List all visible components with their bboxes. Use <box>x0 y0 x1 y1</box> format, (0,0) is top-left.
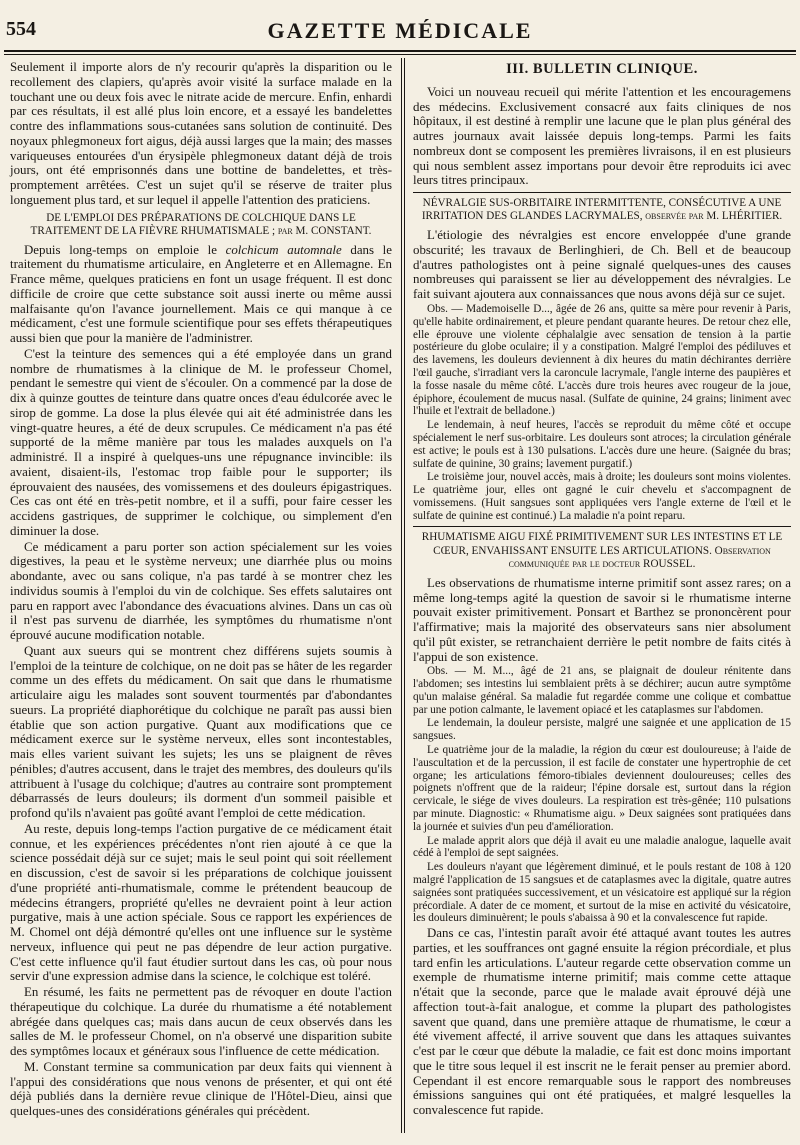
case-title: NÉVRALGIE SUS-ORBITAIRE INTERMITTENTE, CONSÉCUTIVE A UNE IRRITATION DES GLANDES LACRYMALES, observée par M. LHÉRITIER. <box>421 197 783 223</box>
observation: Le troisième jour, nouvel accès, mais à droite; les douleurs sont moins violentes. Le quatrième jour, elles ont gagné le cuir chevelu et s'accompagnent de vomissemens. (Huit sangsues sont appliquées vers l'angle externe de l'œil et le sulfate de quinine est continué.) La maladie n'a point reparu. <box>413 471 791 522</box>
paragraph: M. Constant termine sa communication par deux faits qui viennent à l'appui des considérations que nous venons de présenter, et qui ont été déjà publiés dans la dernière revue clinique de l'Hôtel-Dieu, ainsi que quelques-unes des considérations générales qui précèdent. <box>10 1059 392 1119</box>
left-column <box>10 60 392 1120</box>
paragraph: En résumé, les faits ne permettent pas de révoquer en doute l'action thérapeutique du colchique. La durée du rhumatisme a été notablement abrégée dans quelques cas; mais dans aucun de ceux observés dans les salles de M. le professeur Chomel, on n'a observé une disparition subite des symptômes locaux et généraux sous l'influence de cette médication. <box>10 985 392 1059</box>
divider <box>413 526 791 527</box>
observation: Le lendemain, à neuf heures, l'accès se reproduit du même côté et occupe spécialement le nerf sus-orbitaire. Les douleurs sont atroces; la circulation générale est active; le pouls est à 130 pulsations. L'accès dure une heure. (Saignée du bras; sulfate de quinine, 30 grains; lavement purgatif.) <box>413 419 791 470</box>
observation: Le malade apprit alors que déjà il avait eu une maladie analogue, laquelle avait cédé à l'emploi de sept saignées. <box>413 834 791 860</box>
paragraph <box>10 243 392 346</box>
header-rule <box>4 50 796 52</box>
case-title: RHUMATISME AIGU FIXÉ PRIMITIVEMENT SUR LES INTESTINS ET LE CŒUR, ENVAHISSANT ENSUITE LES ARTICULATIONS. Observation communiquée par le docteur ROUSSEL. <box>421 531 783 570</box>
bulletin-title: III. BULLETIN CLINIQUE. <box>506 61 698 77</box>
header-rule-thin <box>4 54 796 55</box>
observation: Les douleurs n'ayant que légèrement diminué, et le pouls restant de 108 à 120 malgré l'application de 15 sangsues et de cataplasmes avec la digitale, quatre autres saignées sont pratiquées successivement, et un vésicatoire est appliqué sur la région précordiale. A dater de ce moment, et surtout de la mise en activité du vésicatoire, les douleurs diminuèrent; le pouls s'abaissa à 90 et la convalescence fut rapide. <box>413 861 791 925</box>
text-run: dans le traitement du rhumatisme articulaire, en Angleterre et en Allemagne. En France même, quelques praticiens en font un usage fréquent. Il est donc difficile de croire que cette substance soit aussi inerte ou même aussi malfaisante qu'on l'avance journellement. Mais ce qui manque à ce médicament, c'est une formule scientifique pour ses effets thérapeutiques aussi bien que pour la manière de l'administrer. <box>10 242 392 346</box>
section-title: DE L'EMPLOI DES PRÉPARATIONS DE COLCHIQUE DANS LE TRAITEMENT DE LA FIÈVRE RHUMATISMALE ; par M. CONSTANT. <box>30 211 372 237</box>
paragraph: L'étiologie des névralgies est encore enveloppée d'une grande obscurité; les travaux de Berlinghieri, de Ch. Bell et de beaucoup d'autres pathologistes ont à peine signalé quelques-unes des causes nombreuses qui paraissent se lier au développement des névralgies. Le fait suivant ajoutera aux connaissances que nous avons déjà sur ce sujet. <box>413 228 791 302</box>
paragraph: C'est la teinture des semences qui a été employée dans un grand nombre de rhumatismes à la clinique de M. le professeur Chomel, pendant le semestre qui vient de s'écouler. On a commencé par la dose de dix à quinze gouttes de teinture dans quatre onces d'eau édulcorée avec le sirop de gomme. La dose la plus élevée qui ait été administrée dans les vingt-quatre heures, a été de deux scrupules. Ce médicament n'a pas été supporté de la même manière par tous les malades auxquels on l'a administré. Il a inspiré à quelques-uns une répugnance invincible: ils avaient, disaient-ils, l'estomac trop faible pour le supporter; ils éprouvaient des nausées, des vomissemens et des douleurs épigastriques. Ces cas ont été en très-petit nombre, et il a suffi, pour faire cesser les accidens gastriques, de supprimer le colchique, ou simplement d'en diminuer la dose. <box>10 346 392 538</box>
paragraph: Au reste, depuis long-temps l'action purgative de ce médicament était connue, et les expériences précédentes n'ont rien ajouté à ce que la science possédait déjà sur ce sujet; mais le seul point qui soit réellement en discussion, c'est de savoir si les préparations de colchique jouissent d'une propriété anti-rhumatismale, comme le prétendent beaucoup de médecins étrangers, propriété qu'elles ne devraient point à leur action purgative, mais à une action spéciale. Sous ce rapport les expériences de M. Chomel ont déjà démontré qu'elles ont une influence sur le système nerveux, influence qui peut ne pas dépendre de leur action purgative. C'est cette influence qu'il faut étudier surtout dans les cas, où pour nous servir d'une expression admise dans la science, le colchique est toléré. <box>10 821 392 984</box>
observation: Le quatrième jour de la maladie, la région du cœur est douloureuse; à l'aide de l'auscultation et de la percussion, il est facile de constater une hypertrophie de cet organe; les articulations fémoro-tibiales deviennent douloureuses; celles des poignets n'offrent que de la raideur; l'épine dorsale est, surtout dans la région cervicale, le siége de vives douleurs. La respiration est très-gênée; 110 pulsations par minute. Diagnostic: « Rhumatisme aigu. » Deux saignées sont pratiquées dans la journée et suivies d'un peu d'amélioration. <box>413 744 791 833</box>
paragraph: Voici un nouveau recueil qui mérite l'attention et les encouragemens des médecins. Exclusivement consacré aux faits cliniques de nos hôpitaux, il est destiné à remplir une lacune que le plan plus général des autres journaux avait laissée depuis long-temps. Parmi les faits nombreux dont se composent les premières livraisons, il en est plusieurs qui nous semblent assez importans pour devoir être reproduits ici avec leurs titres principaux. <box>413 84 791 188</box>
paragraph: Quant aux sueurs qui se montrent chez différens sujets soumis à l'emploi de la teinture de colchique, on ne doit pas se hâter de les regarder comme un des effets du médicament. On sait que dans le rhumatisme articulaire aigu les malades sont souvent tourmentés par d'abondantes sueurs. La propriété diaphorétique du colchique ne paraît pas aussi bien établie que son action purgative. Quant aux modifications que ce médicament exerce sur le système nerveux, elles sont incontestables, mais elles varient suivant les sujets; les uns se plaignent de rêves pénibles; d'autres accusent, dans le trajet des membres, des douleurs qu'ils attribuent à l'usage du colchique; d'autres au contraire sont promptement débarrassés de leurs douleurs; ils dorment d'un sommeil paisible et profond qu'ils n'avaient pas goûté avant l'emploi de cette médication. <box>10 643 392 821</box>
right-column <box>413 60 791 1119</box>
page-header <box>0 18 800 48</box>
journal-title: GAZETTE MÉDICALE <box>267 18 533 43</box>
latin-name: colchicum automnale <box>225 242 342 257</box>
column-divider <box>401 58 402 1133</box>
observation: Obs. — Mademoiselle D..., âgée de 26 ans, quitte sa mère pour revenir à Paris, qu'elle habite ordinairement, et pleure pendant quarante heures. De retour chez elle, elle éprouve une violente céphalalgie avec sensation de tension à la partie postérieure du globe oculaire; il y a constipation. Malgré l'emploi des pédiluves et des lavemens, les douleurs deviennent à dix heures du matin déchirantes derrière l'œil gauche, s'irradiant vers la caroncule lacrymale, l'angle interne des paupières et la fosse nasale du même côté. L'accès dure trois heures avec rougeur de la joue, épiphore, écoulement de mucus nasal. (Sulfate de quinine, 24 grains; liniment avec l'huile et l'extrait de belladone.) <box>413 302 791 418</box>
paragraph: Dans ce cas, l'intestin paraît avoir été attaqué avant toutes les autres parties, et les souffrances ont gagné ensuite la région précordiale, et plus tard enfin les articulations. L'auteur regarde cette observation comme un exemple de rhumatisme interne primitif; mais comme cette attaque n'était que la seconde, parce que le malade avait éprouvé déjà une affection tout-à-fait analogue, et comme la plupart des pathologistes savent que quand, dans une première attaque de rhumatisme, le cœur a été vivement affecté, il arrive souvent que dans les attaques suivantes c'est par le cœur que débute la maladie, ce fait est donc moins important que le titre sous lequel il est inscrit ne le ferait penser au premier abord. Cependant il est encore remarquable sous le rapport des nombreuses émissions sanguines qui ont été pratiquées, et malgré lesquelles la convalescence fut rapide. <box>413 926 791 1118</box>
observation: Obs. — M. M..., âgé de 21 ans, se plaignait de douleur rénitente dans l'abdomen; ses intestins lui semblaient prêts à se déchirer; aucun autre symptôme qu'un malaise général. Sa maladie fut regardée comme une colique et combattue par une potion calmante, le lavement opiacé et les cataplasmes sur l'abdomen. <box>413 665 791 716</box>
observation: Le lendemain, la douleur persiste, malgré une saignée et une application de 15 sangsues. <box>413 717 791 743</box>
paragraph: Les observations de rhumatisme interne primitif sont assez rares; on a même long-temps agité la question de savoir si le rhumatisme interne pouvait exister primitivement. Ponsart et Barthez se prononcèrent pour l'affirmative; mais la majorité des observateurs sans nier absolument qu'il pût exister, se retranchaient derrière le petit nombre de faits cités à l'appui de son existence. <box>413 575 791 664</box>
divider <box>413 192 791 193</box>
paragraph: Seulement il importe alors de n'y recourir qu'après la disparition ou le recollement des clapiers, qu'après avoir visité la surface malade en la touchant une ou deux fois avec le nitrate acide de mercure. Enfin, enhardi par ces résultats, il est allé plus loin encore, et a essayé les bandelettes contre des inflammations sous-cutanées sans solution de continuité. Des noyaux phlegmoneux fort aigus, déjà aussi larges que la main; des masses variqueuses entourées d'un érysipèle phlegmoneux datant déjà de trois jours, ont été emprisonnés dans une bottine de bandelettes, et très-promptement arrêtées. C'est un sujet qu'il se réserve de traiter plus longuement plus tard, et sur lequel il appelle l'attention des praticiens. <box>10 60 392 207</box>
text-run: Depuis long-temps on emploie le <box>24 242 226 257</box>
paragraph: Ce médicament a paru porter son action spécialement sur les voies digestives, la peau et le système nerveux; une diarrhée plus ou moins abondante, avec ou sans colique, n'a pas tardé à se montrer chez les individus soumis à l'emploi du vin de colchique. Ses effets salutaires ont paru en rapport avec l'abondance des évacuations alvines. Dans un cas où il n'est pas survenu de diarrhée, les symptômes du rhumatisme n'ont éprouvé aucune modification notable. <box>10 539 392 643</box>
page-number: 554 <box>6 18 36 40</box>
column-divider-inner <box>404 58 405 1133</box>
